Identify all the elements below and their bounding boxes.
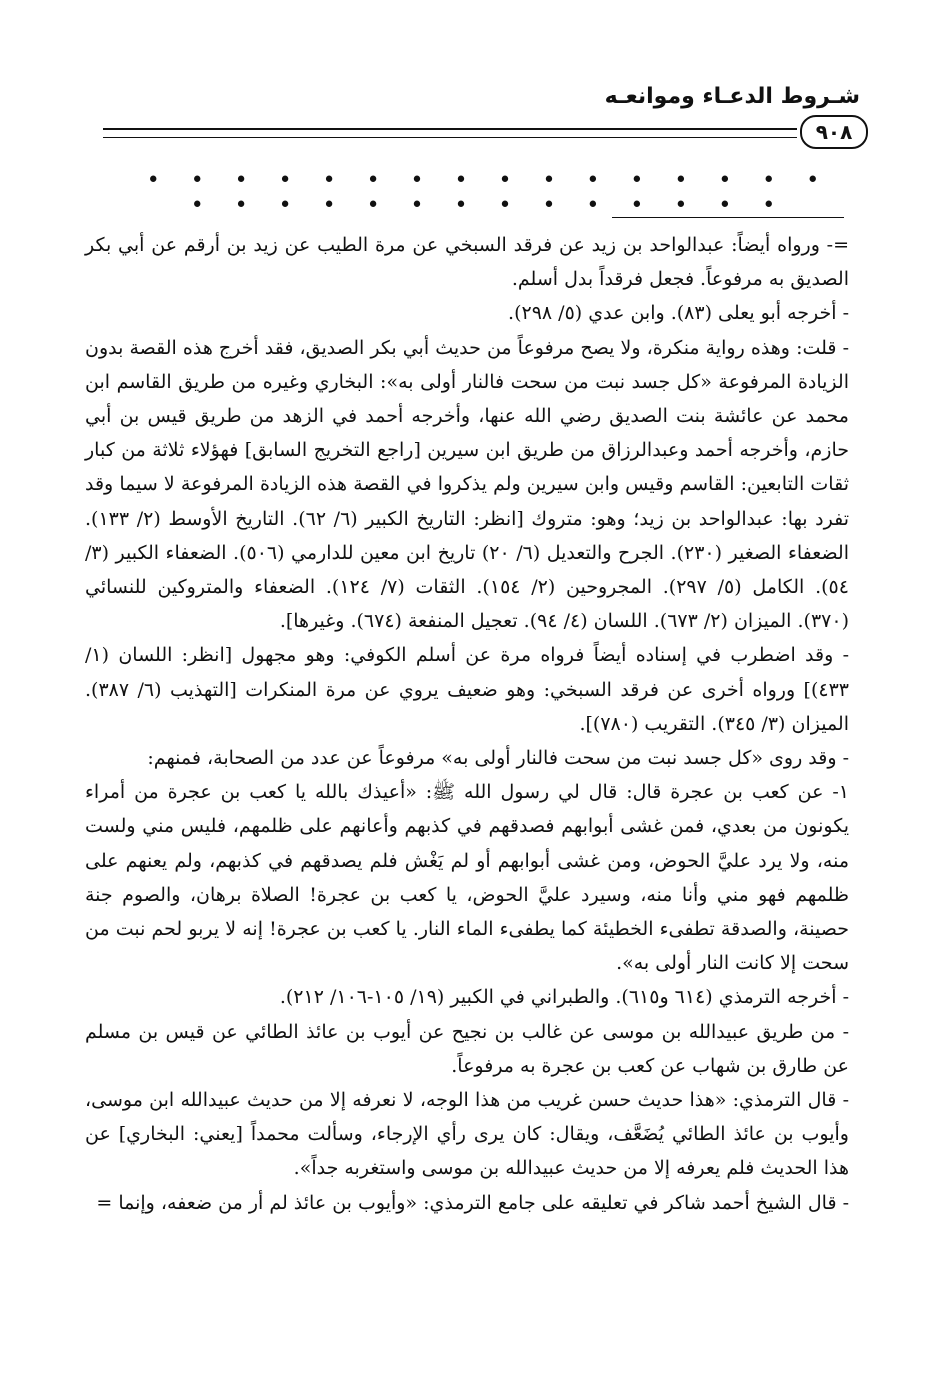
paragraph: - وقد اضطرب في إسناده أيضاً فرواه مرة عن أسلم الكوفي: وهو مجهول [انظر: اللسان (١/ ٤٣٣)] ورواه أخرى عن فرقد السبخي: وهو ضعيف يروي عن مرة المنكرات [التهذيب (٦/ ٣٨٧). الميزان (٣/ ٣٤٥). التقريب (٧٨٠)]. [85, 644, 849, 735]
paragraph: ١- عن كعب بن عجرة قال: قال لي رسول الله ﷺ: «أعيذك بالله يا كعب بن عجرة من أمراء يكونون من بعدي، فمن غشى أبوابهم فصدقهم في كذبهم وأعانهم على ظلمهم، فليس مني ولست منه، ولا يرد عليَّ الحوض، ومن غشى أبوابهم أو لم يَغْش فلم يصدقهم في كذبهم، ولم يعنهم على ظلمهم فهو مني وأنا منه، وسيرد عليَّ الحوض، يا كعب بن عجرة! الصلاة برهان، والصوم جنة حصينة، والصدقة تطفىء الخطيئة كما يطفىء الماء النار. يا كعب بن عجرة! إنه لا يربو لحم نبت من سحت إلا كانت النار أولى به». [85, 781, 849, 975]
paragraph: - أخرجه أبو يعلى (٨٣). وابن عدي (٥/ ٢٩٨). [508, 302, 849, 325]
dot-separator: • • • • • • • • • • • • • • • • • • • • • • • • • • • • • • [146, 168, 832, 218]
paragraph: - وقد روى «كل جسد نبت من سحت فالنار أولى به» مرفوعاً عن عدد من الصحابة، فمنهم: [147, 747, 849, 770]
paragraph: - قال الشيخ أحمد شاكر في تعليقه على جامع الترمذي: «وأيوب بن عائذ لم أر من ضعفه، وإنما = [96, 1191, 849, 1214]
paragraph: - أخرجه الترمذي (٦١٤ و٦١٥). والطبراني في الكبير (١٩/ ١٠٥-١٠٦/ ٢١٢). [279, 986, 849, 1009]
footnote-rule [612, 217, 844, 218]
footnote-body [85, 228, 849, 1220]
page-number: ٩٠٨ [800, 115, 868, 149]
paragraph: - قال الترمذي: «هذا حديث حسن غريب من هذا الوجه، لا نعرفه إلا من حديث عبيدالله ابن موسى، وأيوب بن عائذ الطائي يُضَعَّف، ويقال: كان يرى رأي الإرجاء، وسألت محمداً [يعني: البخاري] عن هذا الحديث فلم يعرفه إلا من حديث عبيدالله بن موسى واستغربه جداً». [85, 1089, 849, 1180]
paragraph: - من طريق عبيدالله بن موسى عن غالب بن نجيح عن أيوب بن عائذ الطائي عن قيس بن مسلم عن طارق بن شهاب عن كعب بن عجرة به مرفوعاً. [85, 1020, 849, 1077]
header-rule [103, 128, 797, 138]
running-title: شـروط الدعـاء وموانعـه [604, 84, 860, 109]
paragraph: - قلت: وهذه رواية منكرة، ولا يصح مرفوعاً من حديث أبي بكر الصديق، فقد أخرج هذه القصة بدون الزيادة المرفوعة «كل جسد نبت من سحت فالنار أولى به»: البخاري وغيره من طريق القاسم ابن محمد عن عائشة بنت الصديق رضي الله عنها، وأخرجه أحمد في الزهد من طريق قيس بن أبي حازم، وأخرجه أحمد وعبدالرزاق من طريق ابن سيرين [راجع التخريج السابق] فهؤلاء ثلاثة من كبار ثقات التابعين: القاسم وقيس وابن سيرين ولم يذكروا في القصة هذه الزيادة المرفوعة لا سيما وقد تفرد بها: عبدالواحد بن زيد؛ وهو: متروك [انظر: التاريخ الكبير (٦/ ٦٢). التاريخ الأوسط (٢/ ١٣٣). الضعفاء الصغير (٢٣٠). الجرح والتعديل (٦/ ٢٠) تاريخ ابن معين للدارمي (٥٠٦). الضعفاء الكبير (٣/ ٥٤). الكامل (٥/ ٢٩٧). المجروحين (٢/ ١٥٤). الثقات (٧/ ١٢٤). الضعفاء والمتروكين للنسائي (٣٧٠). الميزان (٢/ ٦٧٣). اللسان (٤/ ٩٤). تعجيل المنفعة (٦٧٤). وغيرها]. [85, 336, 850, 633]
paragraph: =- ورواه أيضاً: عبدالواحد بن زيد عن فرقد السبخي عن مرة الطيب عن زيد بن أرقم عن أبي بكر الصديق به مرفوعاً. فجعل فرقداً بدل أسلم. [85, 234, 849, 291]
